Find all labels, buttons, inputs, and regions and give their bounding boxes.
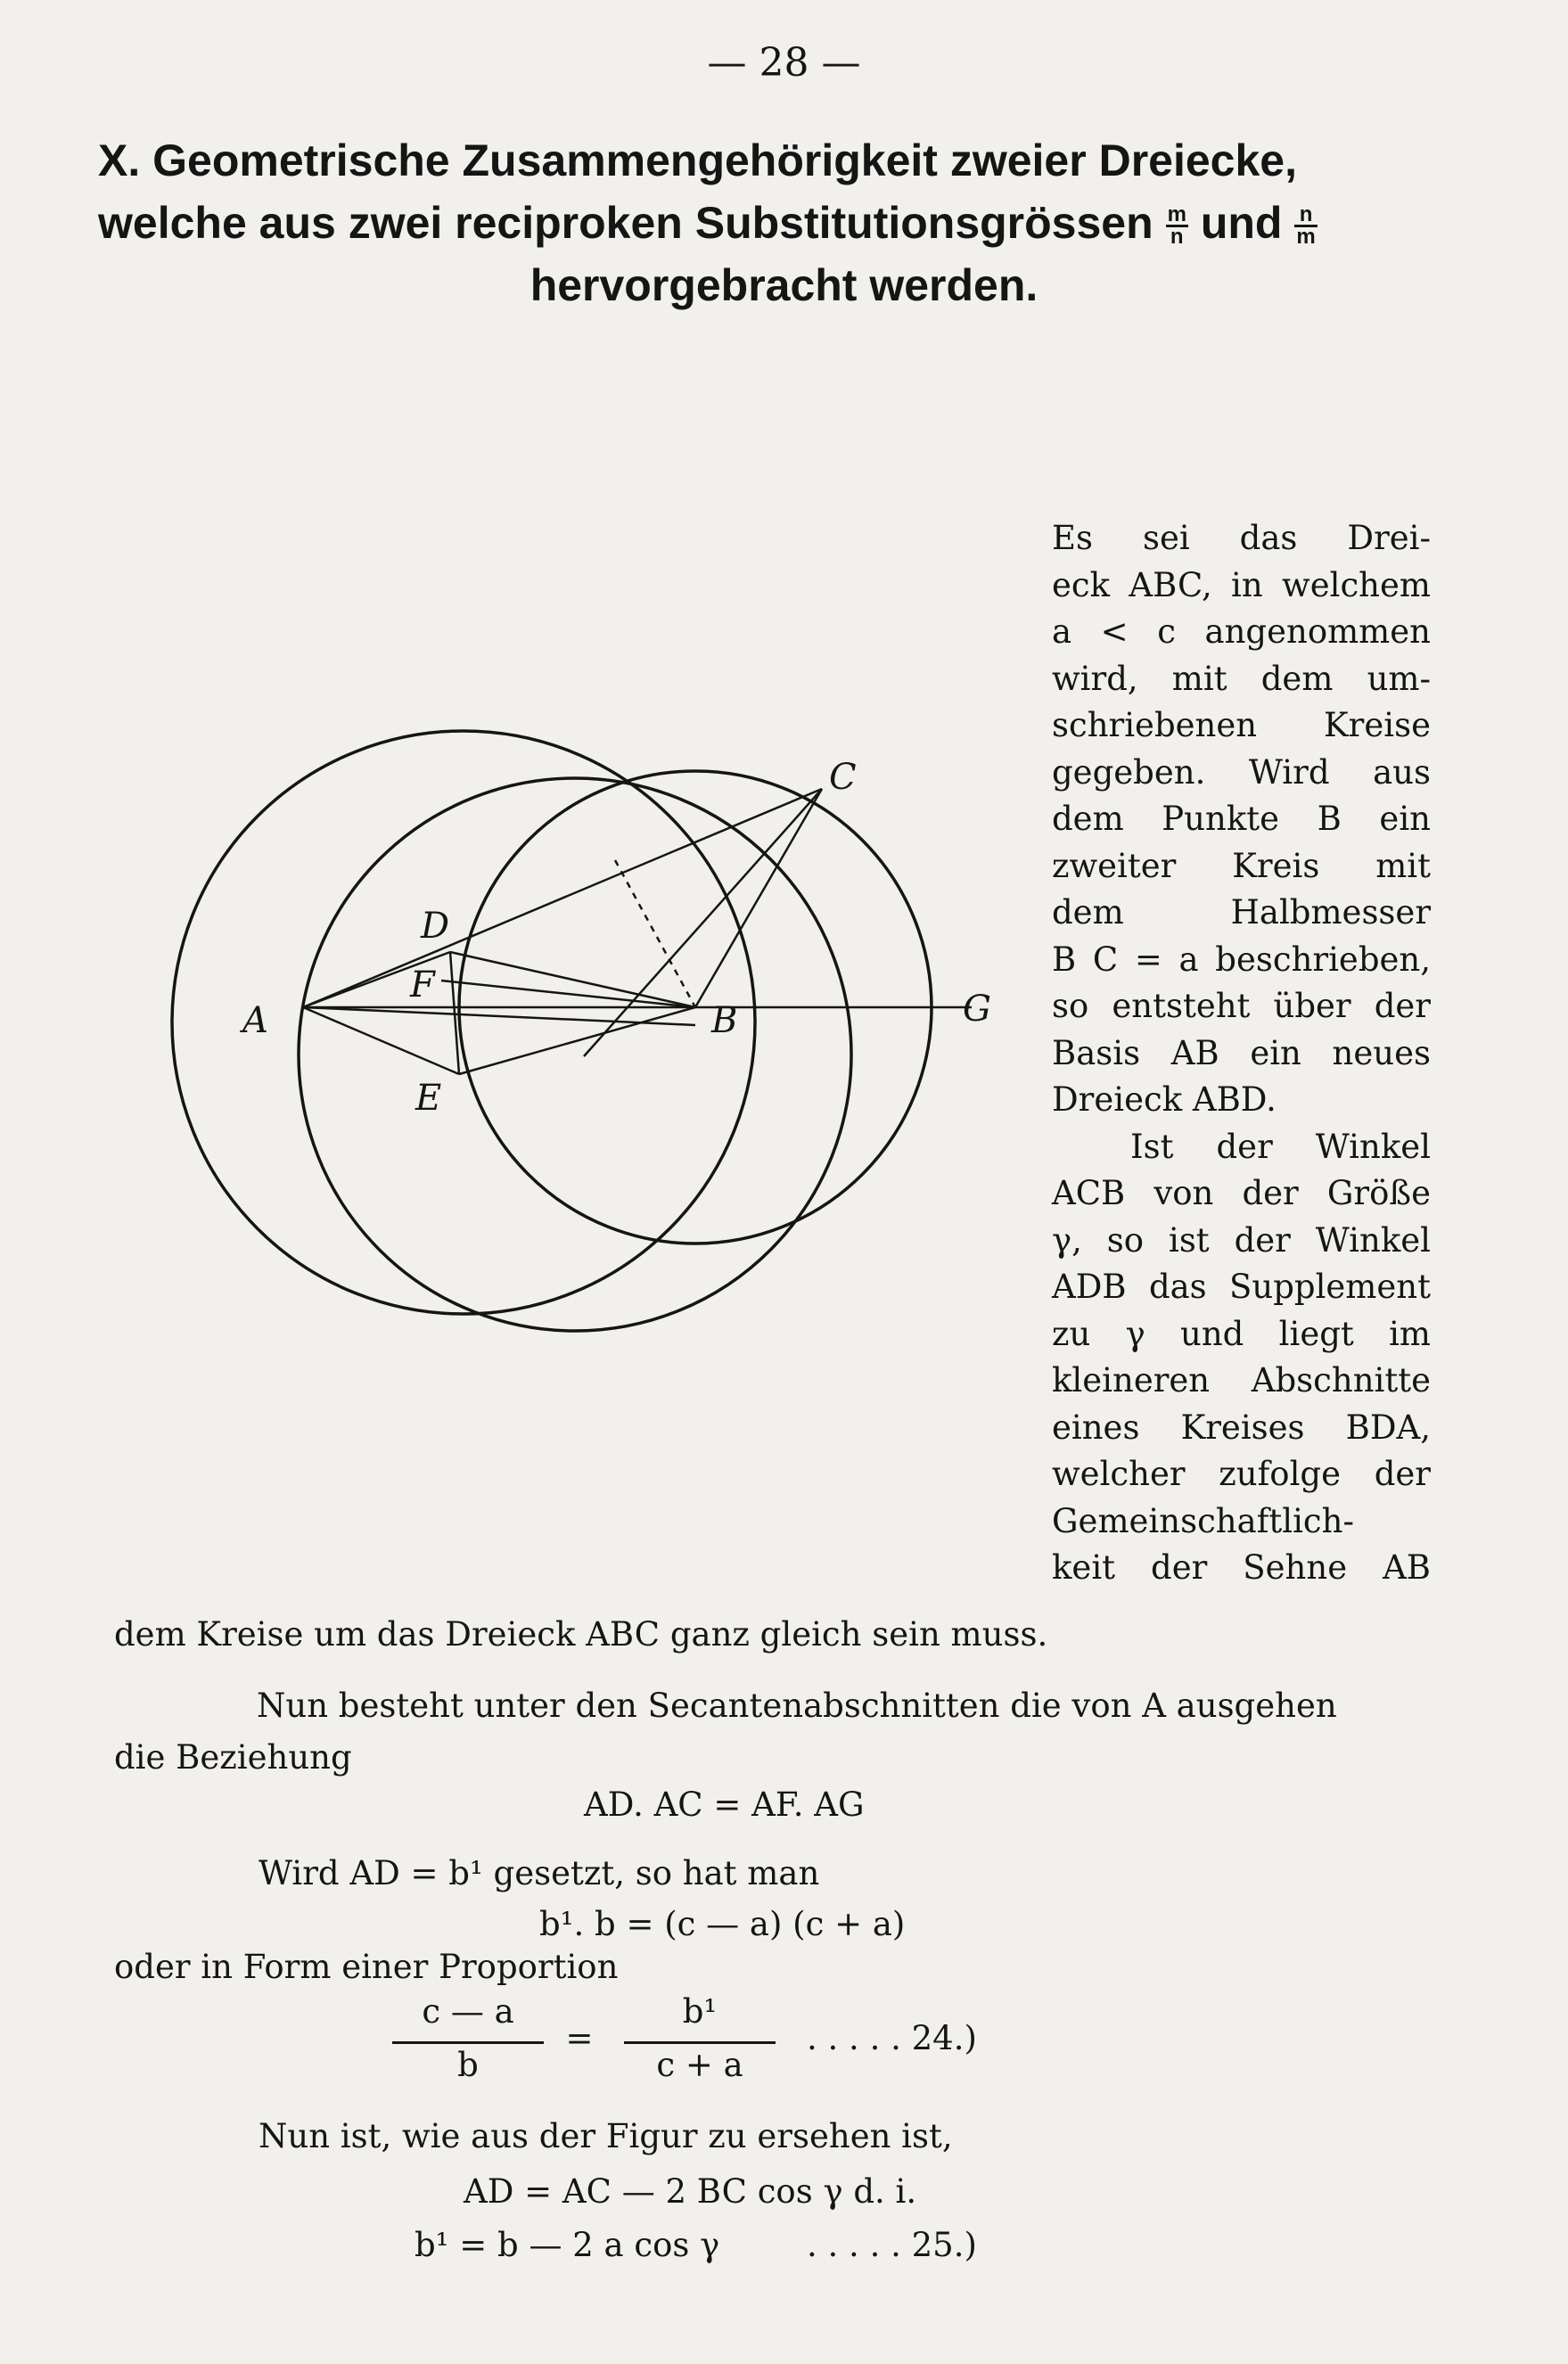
text-line: γ, so ist der Winkel [1052, 1220, 1431, 1260]
page-number: — 28 — [707, 40, 861, 86]
left-denominator: b [457, 2046, 479, 2084]
fraction-bar [624, 2041, 776, 2044]
text-line: Es sei das Drei- [1052, 519, 1431, 557]
label-f: F [410, 964, 435, 1006]
text-line: ACB von der Größe [1052, 1174, 1431, 1212]
side-column-text [1052, 515, 1431, 1592]
text-line: welcher zufolge der [1052, 1455, 1431, 1493]
line-ae [303, 1007, 459, 1074]
left-numerator: c — a [422, 1992, 514, 2031]
label-b: B [711, 1000, 738, 1041]
text-line: ADB das Supplement [1052, 1268, 1431, 1306]
equation-ad: AD = AC — 2 BC cos γ d. i. [464, 2172, 917, 2211]
line-db [450, 952, 695, 1007]
label-c: C [829, 757, 857, 798]
right-numerator: b¹ [682, 1992, 718, 2031]
text-line: Basis AB ein neues [1052, 1033, 1431, 1072]
section-heading-line-1: X. Geometrische Zusammengehörigkeit zweier Dreiecke, [98, 135, 1297, 185]
text-line: zweiter Kreis mit [1052, 846, 1431, 885]
paragraph-line: Nun besteht unter den Secantenabschnitten die von A ausgehen [257, 1687, 1337, 1725]
fraction-numerator: n [1294, 205, 1317, 227]
text-line: Dreieck ABD. [1052, 1080, 1277, 1119]
text-line: kleineren Abschnitte [1052, 1361, 1431, 1400]
heading-text: welche aus zwei reciproken Substitutionsgrössen [98, 198, 1153, 248]
equation-secant: AD. AC = AF. AG [584, 1785, 865, 1824]
paragraph-line: Nun ist, wie aus der Figur zu ersehen ist, [259, 2117, 953, 2155]
label-e: E [415, 1078, 442, 1119]
heading-text: und [1200, 198, 1283, 248]
dashed-height [615, 860, 695, 1007]
text-line: a < c angenommen [1052, 612, 1431, 651]
text-line: Ist der Winkel [1130, 1127, 1431, 1166]
line-eb [459, 1007, 695, 1074]
line-ac [303, 789, 822, 1007]
label-d: D [421, 906, 450, 947]
paragraph-line: oder in Form einer Proportion [114, 1948, 619, 1986]
circle-bda [299, 778, 851, 1331]
text-line: so entsteht über der [1052, 987, 1431, 1025]
paragraph-continuation: dem Kreise um das Dreieck ABC ganz gleich sein muss. [114, 1615, 1048, 1654]
text-line: schriebenen Kreise [1052, 706, 1431, 744]
text-line: gegeben. Wird aus [1052, 752, 1431, 792]
fraction-denominator: m [1296, 225, 1316, 250]
text-line: eines Kreises BDA, [1052, 1408, 1431, 1447]
fraction-bar [392, 2041, 544, 2044]
line-fb [441, 981, 695, 1007]
equation-b1: b¹ = b — 2 a cos γ [415, 2226, 720, 2264]
label-a: A [242, 1000, 268, 1041]
paragraph-line: Wird AD = b¹ gesetzt, so hat man [259, 1854, 820, 1892]
text-line: keit der Sehne AB [1052, 1548, 1431, 1587]
right-denominator: c + a [656, 2046, 743, 2084]
paragraph-line: die Beziehung [114, 1738, 352, 1777]
text-line: dem Halbmesser [1052, 893, 1431, 932]
equation-number-24: . . . . . 24.) [807, 2019, 977, 2057]
text-line: zu γ und liegt im [1052, 1314, 1431, 1353]
fraction-denominator: n [1170, 225, 1184, 250]
text-line: wird, mit dem um- [1052, 659, 1431, 698]
line-ab-lower [303, 1007, 695, 1025]
text-line: Gemeinschaftlich- [1052, 1501, 1354, 1540]
fraction-numerator: m [1167, 202, 1186, 227]
text-line: eck ABC, in welchem [1052, 565, 1431, 604]
text-line: B C = a beschrieben, [1052, 940, 1431, 979]
equation-number-25: . . . . . 25.) [807, 2226, 977, 2264]
equation-product: b¹. b = (c — a) (c + a) [539, 1905, 906, 1943]
text-line: dem Punkte B ein [1052, 800, 1431, 838]
label-g: G [963, 989, 991, 1030]
equals-sign: = [565, 2019, 594, 2057]
section-heading-line-3: hervorgebracht werden. [530, 260, 1038, 310]
line-c-to-low [584, 789, 822, 1056]
